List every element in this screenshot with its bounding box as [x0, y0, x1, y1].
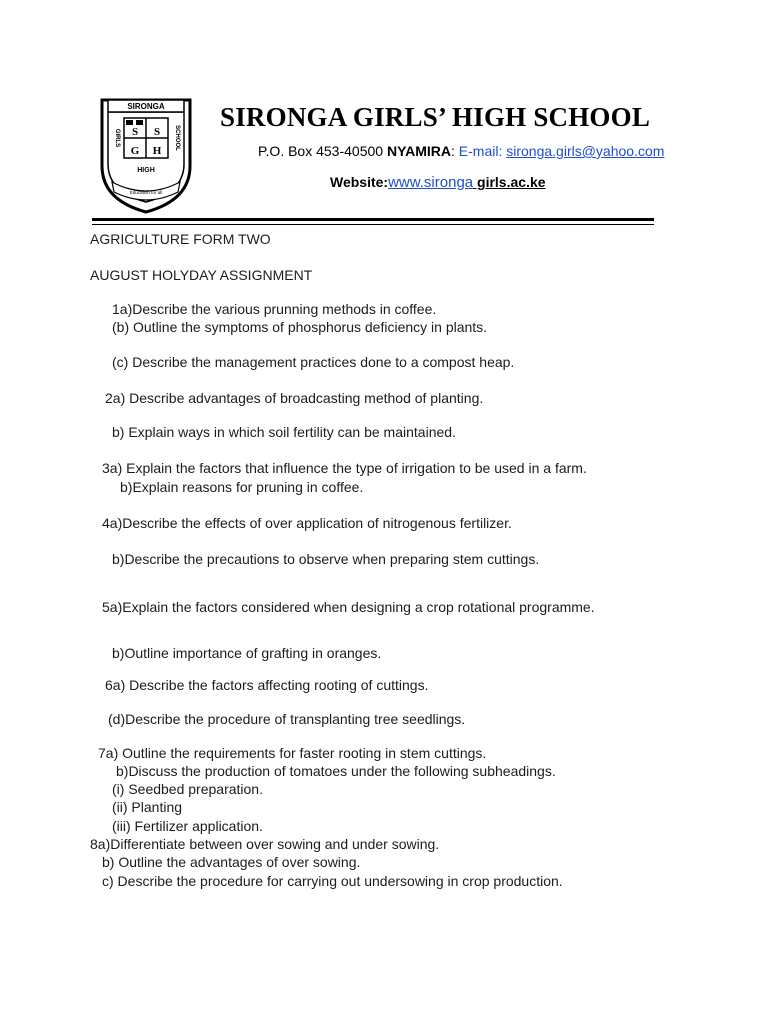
- question-3a: 3a) Explain the factors that influence the type of irrigation to be used in a farm.: [102, 460, 587, 476]
- school-crest-logo: [98, 96, 194, 216]
- email-link[interactable]: sironga.girls@yahoo.com: [506, 143, 665, 159]
- svg-text:S: S: [153, 126, 161, 138]
- question-2b: b) Explain ways in which soil fertility can be maintained.: [112, 424, 456, 440]
- separator: :: [451, 143, 459, 159]
- svg-text:H: H: [152, 145, 162, 157]
- question-7b-i: (i) Seedbed preparation.: [112, 781, 263, 797]
- svg-text:SIRONGA: SIRONGA: [127, 102, 165, 111]
- question-3b: b)Explain reasons for pruning in coffee.: [120, 479, 364, 495]
- header-divider-thin: [92, 224, 654, 225]
- question-7b-ii: (ii) Planting: [112, 799, 183, 815]
- school-name: SIRONGA GIRLS’ HIGH SCHOOL: [220, 102, 651, 132]
- header-divider: [92, 218, 654, 221]
- question-4a: 4a)Describe the effects of over application of nitrogenous fertilizer.: [102, 515, 512, 531]
- subject-title: AGRICULTURE FORM TWO: [90, 231, 271, 247]
- question-7b: b)Discuss the production of tomatoes under the following subheadings.: [116, 763, 556, 779]
- svg-text:S: S: [131, 126, 139, 138]
- website-domain: girls.ac.ke: [473, 174, 546, 190]
- assignment-title: AUGUST HOLYDAY ASSIGNMENT: [90, 267, 313, 283]
- question-2a: 2a) Describe advantages of broadcasting method of planting.: [105, 390, 484, 406]
- question-7a: 7a) Outline the requirements for faster rooting in stem cuttings.: [98, 745, 487, 761]
- town: NYAMIRA: [386, 143, 451, 159]
- svg-text:GIRLS: GIRLS: [114, 128, 120, 148]
- question-5a: 5a)Explain the factors considered when designing a crop rotational programme.: [102, 599, 595, 615]
- question-8b: b) Outline the advantages of over sowing.: [102, 854, 361, 870]
- postal-address: P.O. Box 453-40500: [258, 143, 387, 159]
- website-link[interactable]: www.sironga: [388, 174, 474, 191]
- question-5b: b)Outline importance of grafting in oranges.: [112, 645, 382, 661]
- question-6d: (d)Describe the procedure of transplanting tree seedlings.: [108, 711, 466, 727]
- question-8c: c) Describe the procedure for carrying out undersowing in crop production.: [102, 873, 563, 889]
- question-1a: 1a)Describe the various prunning methods in coffee.: [112, 301, 437, 317]
- question-4b: b)Describe the precautions to observe when preparing stem cuttings.: [112, 551, 540, 567]
- question-1b: (b) Outline the symptoms of phosphorus deficiency in plants.: [112, 319, 488, 335]
- svg-text:Education for all: Education for all: [129, 190, 163, 195]
- website-label: Website:: [330, 174, 389, 190]
- svg-text:SCHOOL: SCHOOL: [174, 125, 180, 151]
- question-1c: (c) Describe the management practices done to a compost heap.: [112, 354, 515, 370]
- email-label: E-mail:: [458, 143, 507, 159]
- svg-text:HIGH: HIGH: [137, 167, 155, 174]
- question-7b-iii: (iii) Fertilizer application.: [112, 818, 263, 834]
- question-6a: 6a) Describe the factors affecting rooting of cuttings.: [105, 677, 429, 693]
- question-8a: 8a)Differentiate between over sowing and under sowing.: [90, 836, 440, 852]
- school-website: [330, 174, 546, 191]
- svg-text:G: G: [130, 145, 140, 157]
- school-address: [258, 143, 664, 159]
